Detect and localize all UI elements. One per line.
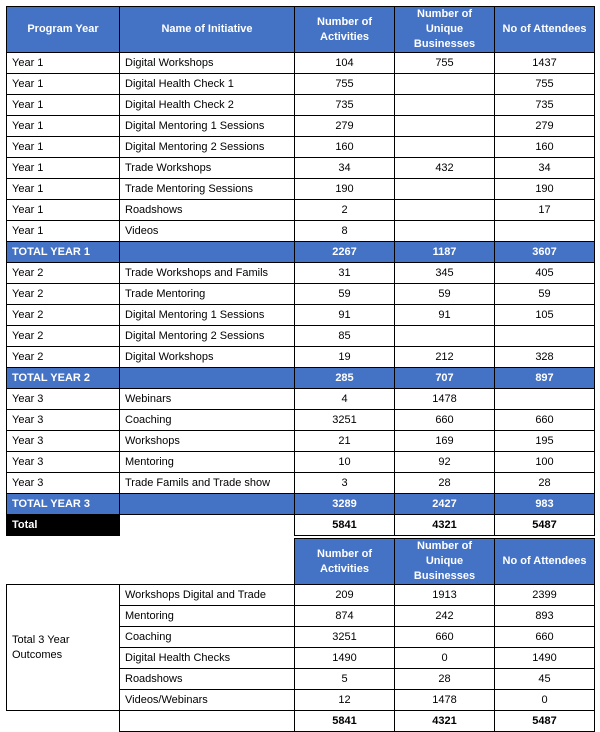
year-total-row (7, 368, 595, 389)
header-activities: Number of Activities (295, 7, 395, 53)
businesses-cell: 212 (395, 347, 495, 368)
businesses-cell (395, 179, 495, 200)
summary-businesses-cell: 1478 (395, 690, 495, 711)
year-total-businesses: 707 (395, 368, 495, 389)
attendees-cell (495, 326, 595, 347)
activities-cell: 59 (295, 284, 395, 305)
activities-cell: 190 (295, 179, 395, 200)
program-year-cell: Year 3 (7, 431, 120, 452)
activities-cell: 4 (295, 389, 395, 410)
summary-name-cell: Mentoring (120, 606, 295, 627)
program-year-cell: Year 1 (7, 137, 120, 158)
summary-name-cell: Digital Health Checks (120, 648, 295, 669)
attendees-cell (495, 389, 595, 410)
businesses-cell (395, 221, 495, 242)
summary-businesses-cell: 0 (395, 648, 495, 669)
program-table-header (7, 7, 595, 53)
summary-total-blank (7, 711, 120, 732)
summary-attendees-cell: 2399 (495, 585, 595, 606)
header-attendees: No of Attendees (495, 7, 595, 53)
summary-total-row (7, 711, 595, 732)
header-program-year: Program Year (7, 7, 120, 53)
table-row (7, 137, 595, 158)
activities-cell: 279 (295, 116, 395, 137)
businesses-cell (395, 200, 495, 221)
program-year-cell: Year 2 (7, 326, 120, 347)
year-total-activities: 2267 (295, 242, 395, 263)
summary-activities-cell: 12 (295, 690, 395, 711)
year-total-attendees: 897 (495, 368, 595, 389)
program-year-cell: Year 1 (7, 179, 120, 200)
initiative-cell: Digital Mentoring 2 Sessions (120, 326, 295, 347)
activities-cell: 19 (295, 347, 395, 368)
program-year-cell: Year 3 (7, 473, 120, 494)
attendees-cell: 17 (495, 200, 595, 221)
attendees-cell: 195 (495, 431, 595, 452)
activities-cell: 10 (295, 452, 395, 473)
table-row (7, 263, 595, 284)
summary-attendees-cell: 660 (495, 627, 595, 648)
header-initiative: Name of Initiative (120, 7, 295, 53)
businesses-cell: 59 (395, 284, 495, 305)
activities-cell: 91 (295, 305, 395, 326)
activities-cell: 85 (295, 326, 395, 347)
businesses-cell: 28 (395, 473, 495, 494)
table-row (7, 389, 595, 410)
businesses-cell: 345 (395, 263, 495, 284)
attendees-cell: 160 (495, 137, 595, 158)
year-total-row (7, 494, 595, 515)
initiative-cell: Workshops (120, 431, 295, 452)
program-year-cell: Year 1 (7, 53, 120, 74)
businesses-cell: 660 (395, 410, 495, 431)
program-year-cell: Year 2 (7, 263, 120, 284)
program-year-cell: Year 3 (7, 452, 120, 473)
header-businesses: Number of Unique Businesses (395, 7, 495, 53)
summary-name-cell: Workshops Digital and Trade (120, 585, 295, 606)
table-row (7, 473, 595, 494)
businesses-cell: 432 (395, 158, 495, 179)
summary-activities-cell: 1490 (295, 648, 395, 669)
businesses-cell: 92 (395, 452, 495, 473)
attendees-cell: 28 (495, 473, 595, 494)
attendees-cell: 755 (495, 74, 595, 95)
program-year-cell: Year 1 (7, 221, 120, 242)
initiative-cell: Trade Mentoring Sessions (120, 179, 295, 200)
activities-cell: 735 (295, 95, 395, 116)
activities-cell: 160 (295, 137, 395, 158)
attendees-cell: 105 (495, 305, 595, 326)
table-row (7, 116, 595, 137)
table-row (7, 305, 595, 326)
summary-header-activities: Number of Activities (295, 539, 395, 585)
table-row (7, 95, 595, 116)
program-table-body (7, 53, 595, 536)
attendees-cell: 279 (495, 116, 595, 137)
summary-activities-cell: 5 (295, 669, 395, 690)
businesses-cell: 1478 (395, 389, 495, 410)
summary-header-businesses: Number of Unique Businesses (395, 539, 495, 585)
year-total-attendees: 3607 (495, 242, 595, 263)
initiative-cell: Trade Famils and Trade show (120, 473, 295, 494)
summary-businesses-cell: 1913 (395, 585, 495, 606)
program-year-cell: Year 1 (7, 200, 120, 221)
program-year-cell: Year 2 (7, 284, 120, 305)
attendees-cell: 1437 (495, 53, 595, 74)
businesses-cell (395, 137, 495, 158)
year-total-blank (120, 494, 295, 515)
summary-attendees-cell: 1490 (495, 648, 595, 669)
summary-attendees-cell: 0 (495, 690, 595, 711)
summary-table (6, 538, 595, 732)
activities-cell: 34 (295, 158, 395, 179)
grand-total-attendees: 5487 (495, 515, 595, 536)
grand-total-blank (120, 515, 295, 536)
table-row (7, 53, 595, 74)
attendees-cell: 660 (495, 410, 595, 431)
attendees-cell: 59 (495, 284, 595, 305)
year-total-label: TOTAL YEAR 2 (7, 368, 120, 389)
program-year-cell: Year 1 (7, 74, 120, 95)
summary-attendees-cell: 893 (495, 606, 595, 627)
initiative-cell: Digital Mentoring 1 Sessions (120, 116, 295, 137)
activities-cell: 104 (295, 53, 395, 74)
summary-row (7, 585, 595, 606)
activities-cell: 3 (295, 473, 395, 494)
table-row (7, 347, 595, 368)
attendees-cell: 100 (495, 452, 595, 473)
activities-cell: 755 (295, 74, 395, 95)
businesses-cell: 169 (395, 431, 495, 452)
activities-cell: 2 (295, 200, 395, 221)
table-row (7, 431, 595, 452)
initiative-cell: Trade Workshops (120, 158, 295, 179)
grand-total-activities: 5841 (295, 515, 395, 536)
year-total-businesses: 2427 (395, 494, 495, 515)
attendees-cell (495, 221, 595, 242)
initiative-cell: Mentoring (120, 452, 295, 473)
initiative-cell: Trade Mentoring (120, 284, 295, 305)
summary-total-businesses: 4321 (395, 711, 495, 732)
summary-activities-cell: 874 (295, 606, 395, 627)
year-total-attendees: 983 (495, 494, 595, 515)
program-year-cell: Year 2 (7, 305, 120, 326)
summary-name-cell: Roadshows (120, 669, 295, 690)
grand-total-label: Total (7, 515, 120, 536)
table-row (7, 284, 595, 305)
businesses-cell (395, 116, 495, 137)
initiative-cell: Videos (120, 221, 295, 242)
initiative-cell: Digital Mentoring 2 Sessions (120, 137, 295, 158)
activities-cell: 8 (295, 221, 395, 242)
program-year-cell: Year 1 (7, 95, 120, 116)
summary-businesses-cell: 242 (395, 606, 495, 627)
grand-total-row (7, 515, 595, 536)
program-year-cell: Year 3 (7, 389, 120, 410)
attendees-cell: 735 (495, 95, 595, 116)
attendees-cell: 328 (495, 347, 595, 368)
initiative-cell: Digital Health Check 1 (120, 74, 295, 95)
table-row (7, 326, 595, 347)
initiative-cell: Coaching (120, 410, 295, 431)
table-row (7, 410, 595, 431)
summary-activities-cell: 209 (295, 585, 395, 606)
grand-total-businesses: 4321 (395, 515, 495, 536)
year-total-businesses: 1187 (395, 242, 495, 263)
businesses-cell (395, 95, 495, 116)
businesses-cell (395, 74, 495, 95)
table-row (7, 221, 595, 242)
summary-total-blank (120, 711, 295, 732)
summary-attendees-cell: 45 (495, 669, 595, 690)
summary-name-cell: Coaching (120, 627, 295, 648)
initiative-cell: Roadshows (120, 200, 295, 221)
year-total-blank (120, 242, 295, 263)
businesses-cell: 755 (395, 53, 495, 74)
program-year-cell: Year 1 (7, 116, 120, 137)
summary-header-attendees: No of Attendees (495, 539, 595, 585)
year-total-label: TOTAL YEAR 3 (7, 494, 120, 515)
activities-cell: 3251 (295, 410, 395, 431)
initiative-cell: Trade Workshops and Famils (120, 263, 295, 284)
summary-businesses-cell: 660 (395, 627, 495, 648)
summary-total-attendees: 5487 (495, 711, 595, 732)
initiative-cell: Digital Workshops (120, 347, 295, 368)
table-row (7, 200, 595, 221)
program-year-cell: Year 3 (7, 410, 120, 431)
businesses-cell (395, 326, 495, 347)
program-table (6, 6, 595, 536)
table-row (7, 74, 595, 95)
summary-table-header (7, 539, 595, 585)
initiative-cell: Webinars (120, 389, 295, 410)
summary-blank-header (120, 539, 295, 585)
attendees-cell: 190 (495, 179, 595, 200)
year-total-label: TOTAL YEAR 1 (7, 242, 120, 263)
program-year-cell: Year 2 (7, 347, 120, 368)
attendees-cell: 405 (495, 263, 595, 284)
table-row (7, 179, 595, 200)
summary-businesses-cell: 28 (395, 669, 495, 690)
year-total-activities: 285 (295, 368, 395, 389)
summary-label: Total 3 Year Outcomes (7, 585, 120, 711)
activities-cell: 21 (295, 431, 395, 452)
attendees-cell: 34 (495, 158, 595, 179)
activities-cell: 31 (295, 263, 395, 284)
summary-name-cell: Videos/Webinars (120, 690, 295, 711)
summary-blank-header (7, 539, 120, 585)
initiative-cell: Digital Mentoring 1 Sessions (120, 305, 295, 326)
year-total-blank (120, 368, 295, 389)
initiative-cell: Digital Health Check 2 (120, 95, 295, 116)
year-total-row (7, 242, 595, 263)
table-row (7, 452, 595, 473)
initiative-cell: Digital Workshops (120, 53, 295, 74)
year-total-activities: 3289 (295, 494, 395, 515)
summary-total-activities: 5841 (295, 711, 395, 732)
businesses-cell: 91 (395, 305, 495, 326)
summary-table-body (7, 585, 595, 732)
table-row (7, 158, 595, 179)
summary-activities-cell: 3251 (295, 627, 395, 648)
program-year-cell: Year 1 (7, 158, 120, 179)
